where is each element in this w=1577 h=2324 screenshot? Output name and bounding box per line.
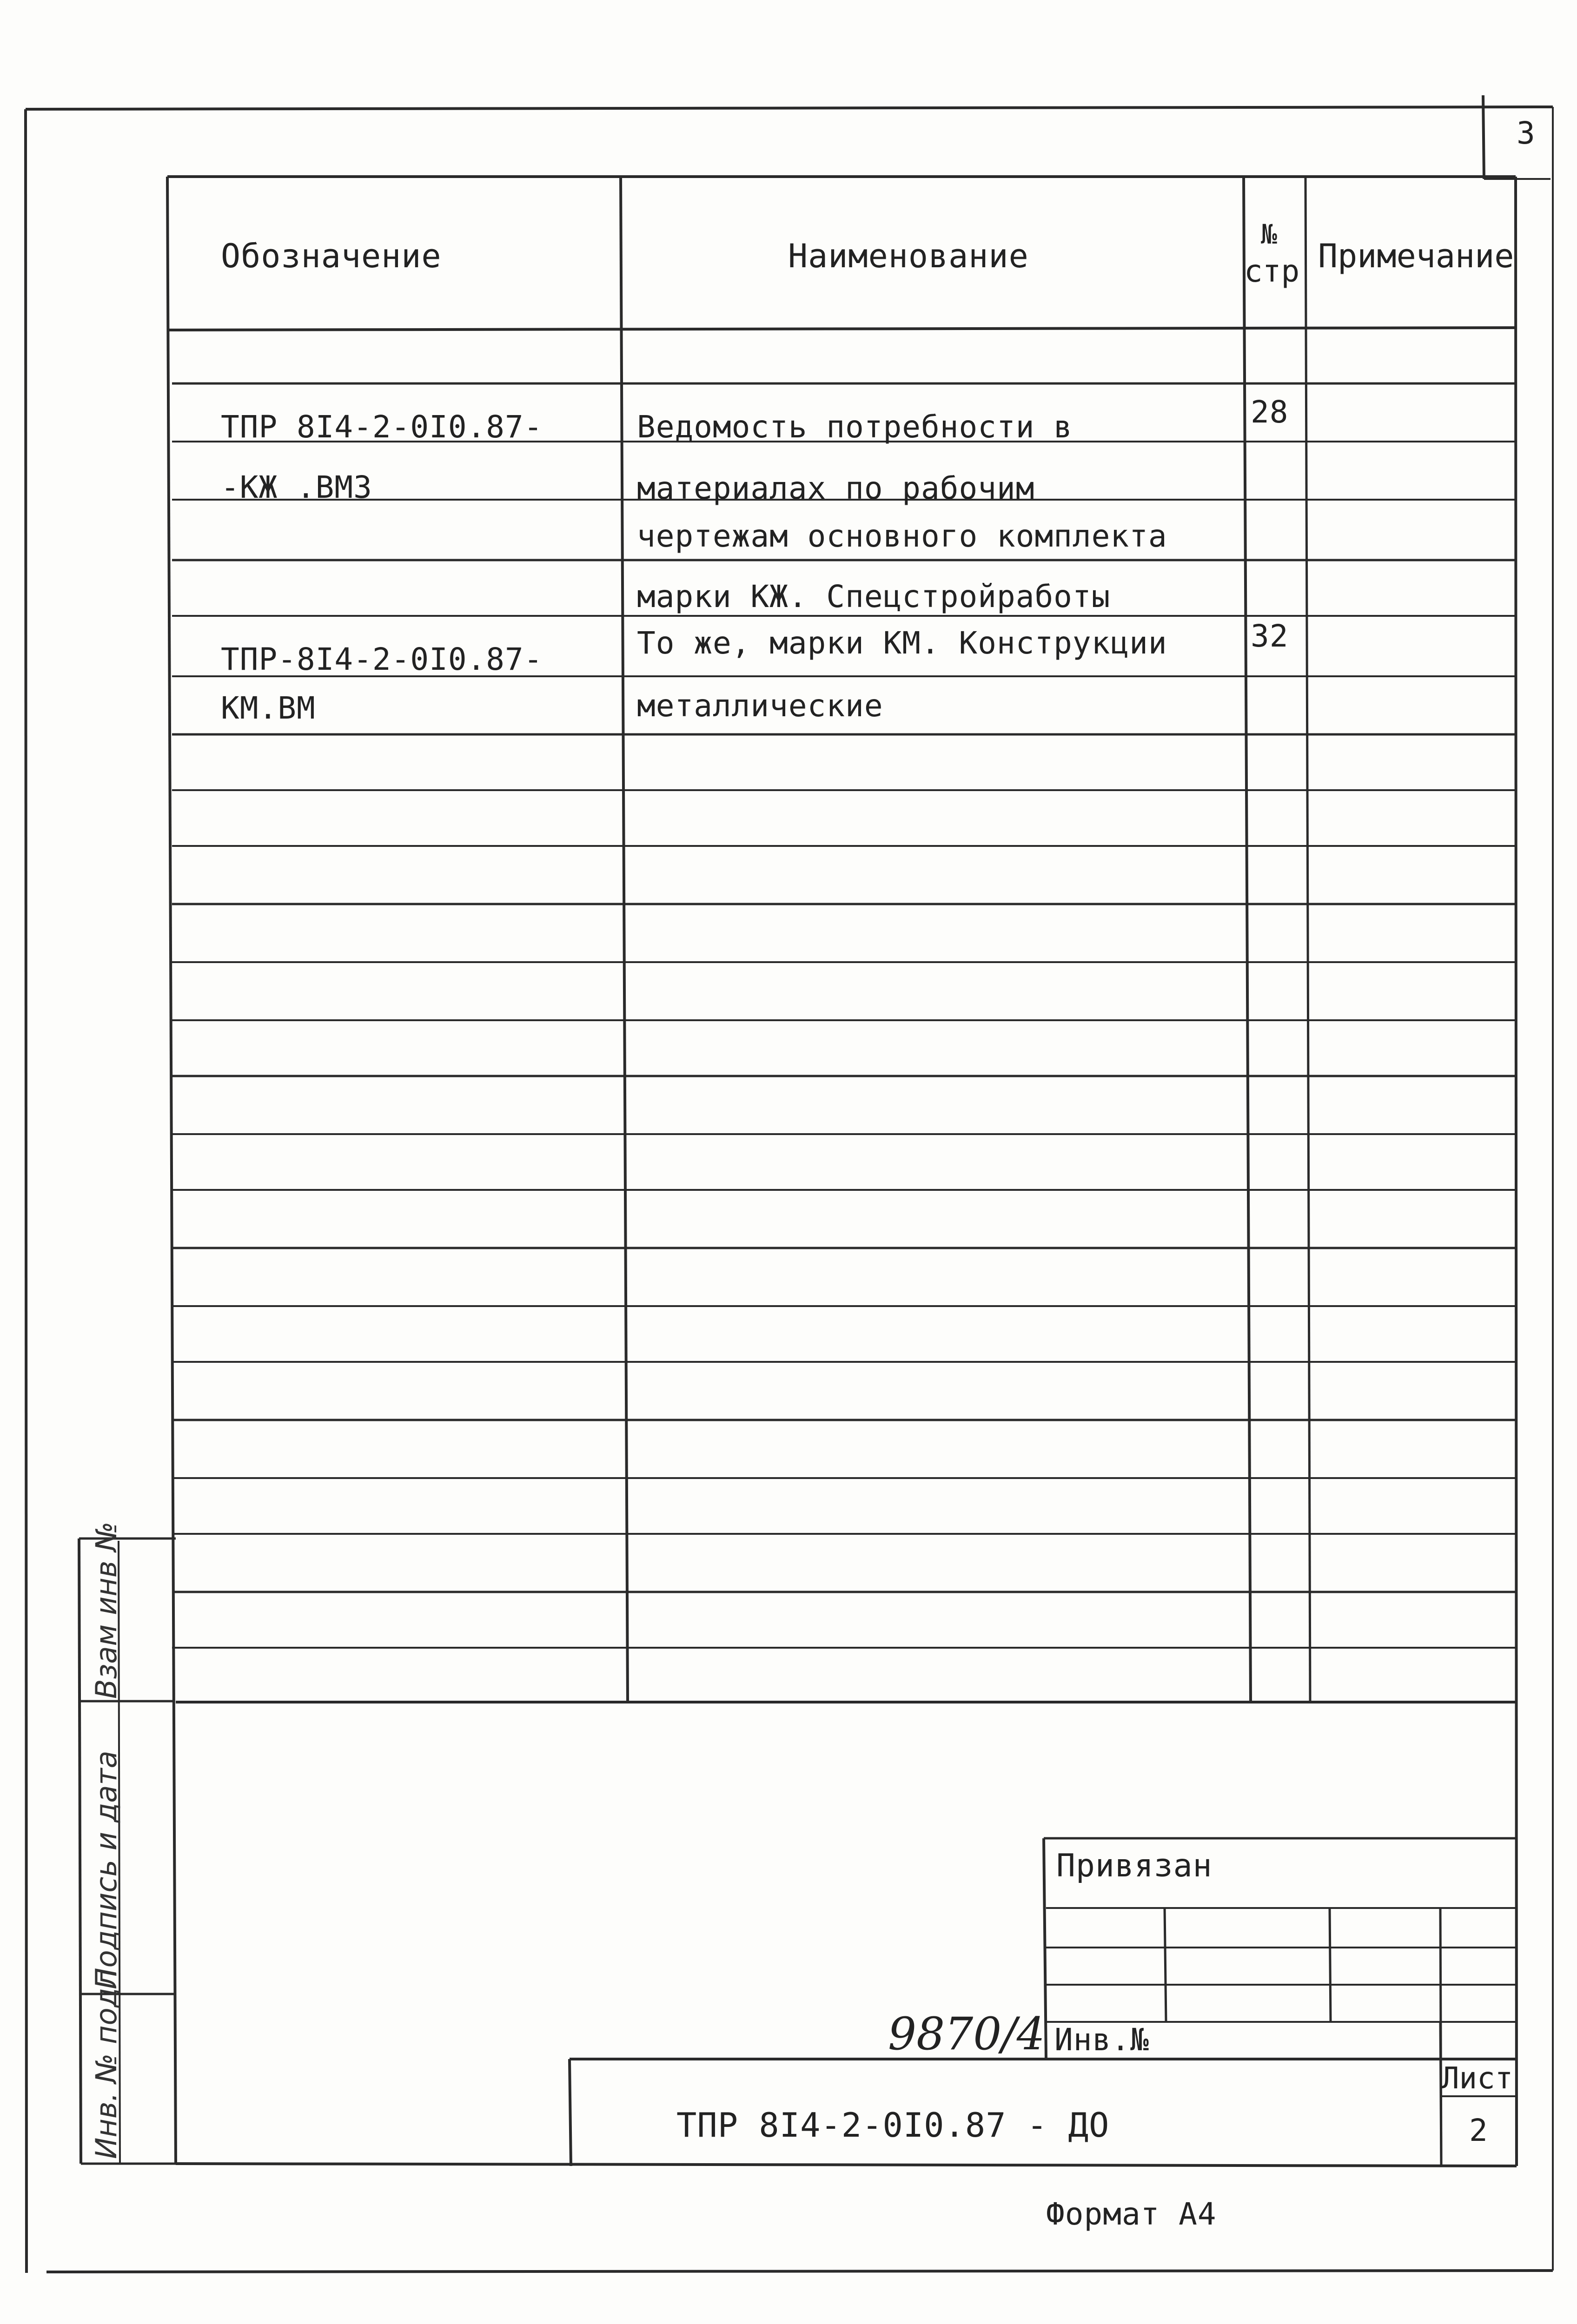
sheet-label: Лист xyxy=(1441,2061,1513,2096)
inv-no-label: Инв.№ xyxy=(1054,2022,1149,2058)
row1-page: 28 xyxy=(1251,394,1289,430)
row2-designation-line2: КМ.ВМ xyxy=(221,690,316,726)
row2-name-line2: металлические xyxy=(637,688,883,724)
handwritten-number: 9870/4 xyxy=(888,2008,1045,2060)
stamp-signature-date: Подпись и дата xyxy=(89,1750,123,1989)
bound-label: Привязан xyxy=(1056,1848,1213,1884)
stamp-inv-original: Инв. № подл xyxy=(89,1969,123,2159)
row1-designation-line2: -КЖ .ВМЗ xyxy=(221,469,372,505)
header-note: Примечание xyxy=(1318,237,1514,275)
row1-designation-line1: ТПР 8I4-2-0I0.87- xyxy=(221,409,543,445)
sheet-number: 2 xyxy=(1469,2113,1488,2148)
header-page-abbr: стр xyxy=(1244,253,1300,289)
row2-designation-line1: ТПР-8I4-2-0I0.87- xyxy=(221,641,543,677)
sheet-corner-number: 3 xyxy=(1517,115,1536,151)
stamp-inv-replace: Взам инв № xyxy=(89,1521,123,1699)
header-page-no-sign: № xyxy=(1261,218,1278,250)
format-label: Формат А4 xyxy=(1046,2196,1217,2232)
row2-page: 32 xyxy=(1251,618,1289,654)
document-code: ТПР 8I4-2-0I0.87 - ДО xyxy=(676,2106,1110,2145)
header-designation: Обозначение xyxy=(221,237,442,275)
row1-name-line4: марки КЖ. Спецстройработы xyxy=(637,579,1111,614)
header-name: Наименование xyxy=(788,237,1029,275)
row1-name-line1: Ведомость потребности в xyxy=(637,409,1073,445)
row2-name-line1: То же, марки КМ. Конструкции xyxy=(637,625,1167,661)
row1-name-line3: чертежам основного комплекта xyxy=(637,518,1167,554)
row1-name-line2: материалах по рабочим xyxy=(637,470,1035,506)
